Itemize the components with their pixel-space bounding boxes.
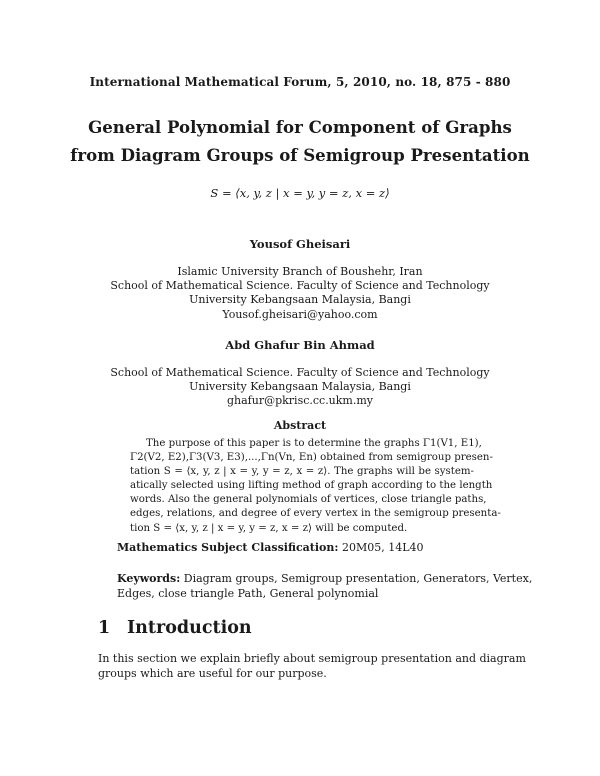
title-line-2: from Diagram Groups of Semigroup Presentation — [70, 145, 530, 165]
paragraph-line: In this section we explain briefly about semigroup presentation and diagram — [98, 652, 526, 665]
section-title: Introduction — [127, 618, 252, 638]
msc-label: Mathematics Subject Classification: — [117, 541, 339, 554]
affiliation-line: University Kebangsaan Malaysia, Bangi — [189, 380, 411, 394]
affiliation-line: School of Mathematical Science. Faculty of Science and Technology — [110, 279, 490, 293]
title-line-1: General Polynomial for Component of Graphs — [88, 117, 512, 137]
abstract-body — [130, 437, 501, 536]
author-email-2: ghafur@pkrisc.cc.ukm.my — [226, 394, 374, 408]
abstract-line: words. Also the general polynomials of vertices, close triangle paths, — [130, 494, 487, 506]
keywords-label: Keywords: — [117, 572, 181, 585]
abstract-line: tion S = ⟨x, y, z | x = y, y = z, x = z⟩ will be computed. — [130, 522, 408, 534]
affiliation-line: University Kebangsaan Malaysia, Bangi — [189, 293, 411, 307]
abstract-line: atically selected using lifting method of graph according to the length — [130, 480, 493, 492]
author-name-1: Yousof Gheisari — [249, 237, 351, 251]
abstract-line: edges, relations, and degree of every vertex in the semigroup presenta- — [130, 508, 501, 520]
abstract-line: The purpose of this paper is to determine the graphs Γ1(V1, E1), — [146, 438, 482, 449]
section-number: 1 — [98, 618, 111, 638]
author-affiliation-1 — [0, 265, 600, 322]
author-name-2: Abd Ghafur Bin Ahmad — [225, 338, 375, 352]
intro-paragraph — [98, 651, 526, 681]
paragraph-line: groups which are useful for our purpose. — [98, 667, 327, 680]
abstract-heading: Abstract — [273, 419, 327, 432]
keywords-text-2: Edges, close triangle Path, General polynomial — [117, 587, 379, 600]
msc-value: 20M05, 14L40 — [341, 541, 424, 554]
keywords — [117, 571, 533, 601]
journal-header: International Mathematical Forum, 5, 2010, no. 18, 875 - 880 — [89, 75, 511, 89]
author-affiliation-2 — [0, 366, 600, 409]
affiliation-line: Islamic University Branch of Boushehr, Iran — [177, 265, 423, 278]
abstract-line: Γ2(V2, E2),Γ3(V3, E3),...,Γn(Vn, En) obtained from semigroup presen- — [130, 452, 493, 464]
keywords-line-1 — [117, 571, 533, 586]
affiliation-line: School of Mathematical Science. Faculty of Science and Technology — [110, 366, 490, 379]
paper-title — [0, 113, 600, 169]
msc-classification — [117, 541, 424, 554]
author-email-1: Yousof.gheisari@yahoo.com — [222, 307, 378, 321]
abstract-line: tation S = ⟨x, y, z | x = y, y = z, x = z⟩. The graphs will be system- — [130, 466, 474, 478]
keywords-text-1: Diagram groups, Semigroup presentation, Generators, Vertex, — [183, 572, 533, 585]
presentation-formula: S = ⟨x, y, z | x = y, y = z, x = z⟩ — [210, 186, 390, 200]
section-heading — [98, 618, 252, 638]
